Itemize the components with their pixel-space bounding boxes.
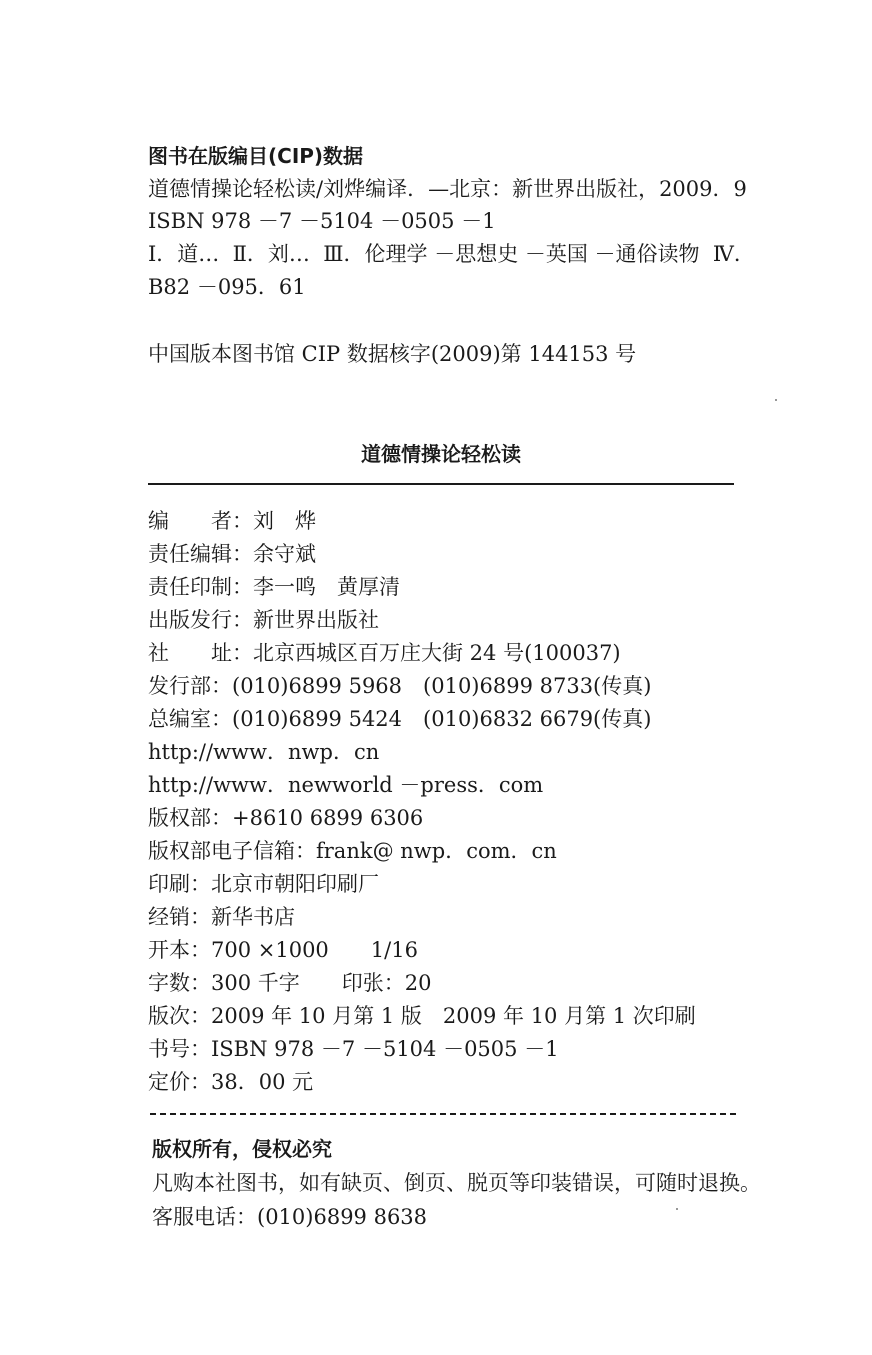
imprint-edition: 版次：2009 年 10 月第 1 版 2009 年 10 月第 1 次印刷 [148, 1004, 696, 1028]
customer-service-phone: 客服电话：(010)6899 8638 [152, 1205, 428, 1229]
imprint-responsible-editor: 责任编辑：余守斌 [148, 542, 316, 566]
cip-line-1: 道德情操论轻松读/刘烨编译．—北京：新世界出版社，2009．9 [148, 177, 747, 201]
imprint-price: 定价：38．00 元 [148, 1070, 314, 1094]
book-title: 道德情操论轻松读 [361, 442, 521, 466]
copyright-heading: 版权所有，侵权必究 [152, 1137, 332, 1161]
imprint-printer: 印刷：北京市朝阳印刷厂 [148, 872, 379, 896]
copyright-notice: 凡购本社图书，如有缺页、倒页、脱页等印装错误，可随时退换。 [152, 1171, 761, 1195]
cip-line-4: B82 －095．61 [148, 275, 306, 299]
cip-heading: 图书在版编目(CIP)数据 [148, 144, 364, 168]
dashed-divider [150, 1113, 736, 1115]
scan-speck [775, 399, 777, 401]
imprint-isbn: 书号：ISBN 978 －7 －5104 －0505 －1 [148, 1037, 559, 1061]
title-rule [148, 483, 734, 485]
imprint-address: 社 址：北京西城区百万庄大街 24 号(100037) [148, 641, 621, 665]
imprint-rights-email: 版权部电子信箱：frank@ nwp．com．cn [148, 839, 557, 863]
imprint-website-2: http://www．newworld －press．com [148, 773, 544, 797]
imprint-publisher: 出版发行：新世界出版社 [148, 608, 379, 632]
imprint-distribution-phone: 发行部：(010)6899 5968 (010)6899 8733(传真) [148, 674, 652, 698]
imprint-rights-phone: 版权部：+8610 6899 6306 [148, 806, 424, 830]
imprint-editorial-phone: 总编室：(010)6899 5424 (010)6832 6679(传真) [148, 707, 652, 731]
imprint-website-1: http://www．nwp．cn [148, 740, 380, 764]
scan-speck [676, 1208, 678, 1210]
imprint-word-count: 字数：300 千字 印张：20 [148, 971, 432, 995]
cip-line-2: ISBN 978 －7 －5104 －0505 －1 [148, 209, 496, 233]
imprint-print-manager: 责任印制：李一鸣 黄厚清 [148, 575, 400, 599]
cip-line-3: Ⅰ．道… Ⅱ．刘… Ⅲ．伦理学 －思想史 －英国 －通俗读物 Ⅳ． [148, 242, 755, 266]
imprint-format: 开本：700 ×1000 1/16 [148, 938, 418, 962]
imprint-editor: 编 者：刘 烨 [148, 509, 316, 533]
cip-approval-number: 中国版本图书馆 CIP 数据核字(2009)第 144153 号 [148, 342, 637, 366]
imprint-distributor: 经销：新华书店 [148, 905, 295, 929]
